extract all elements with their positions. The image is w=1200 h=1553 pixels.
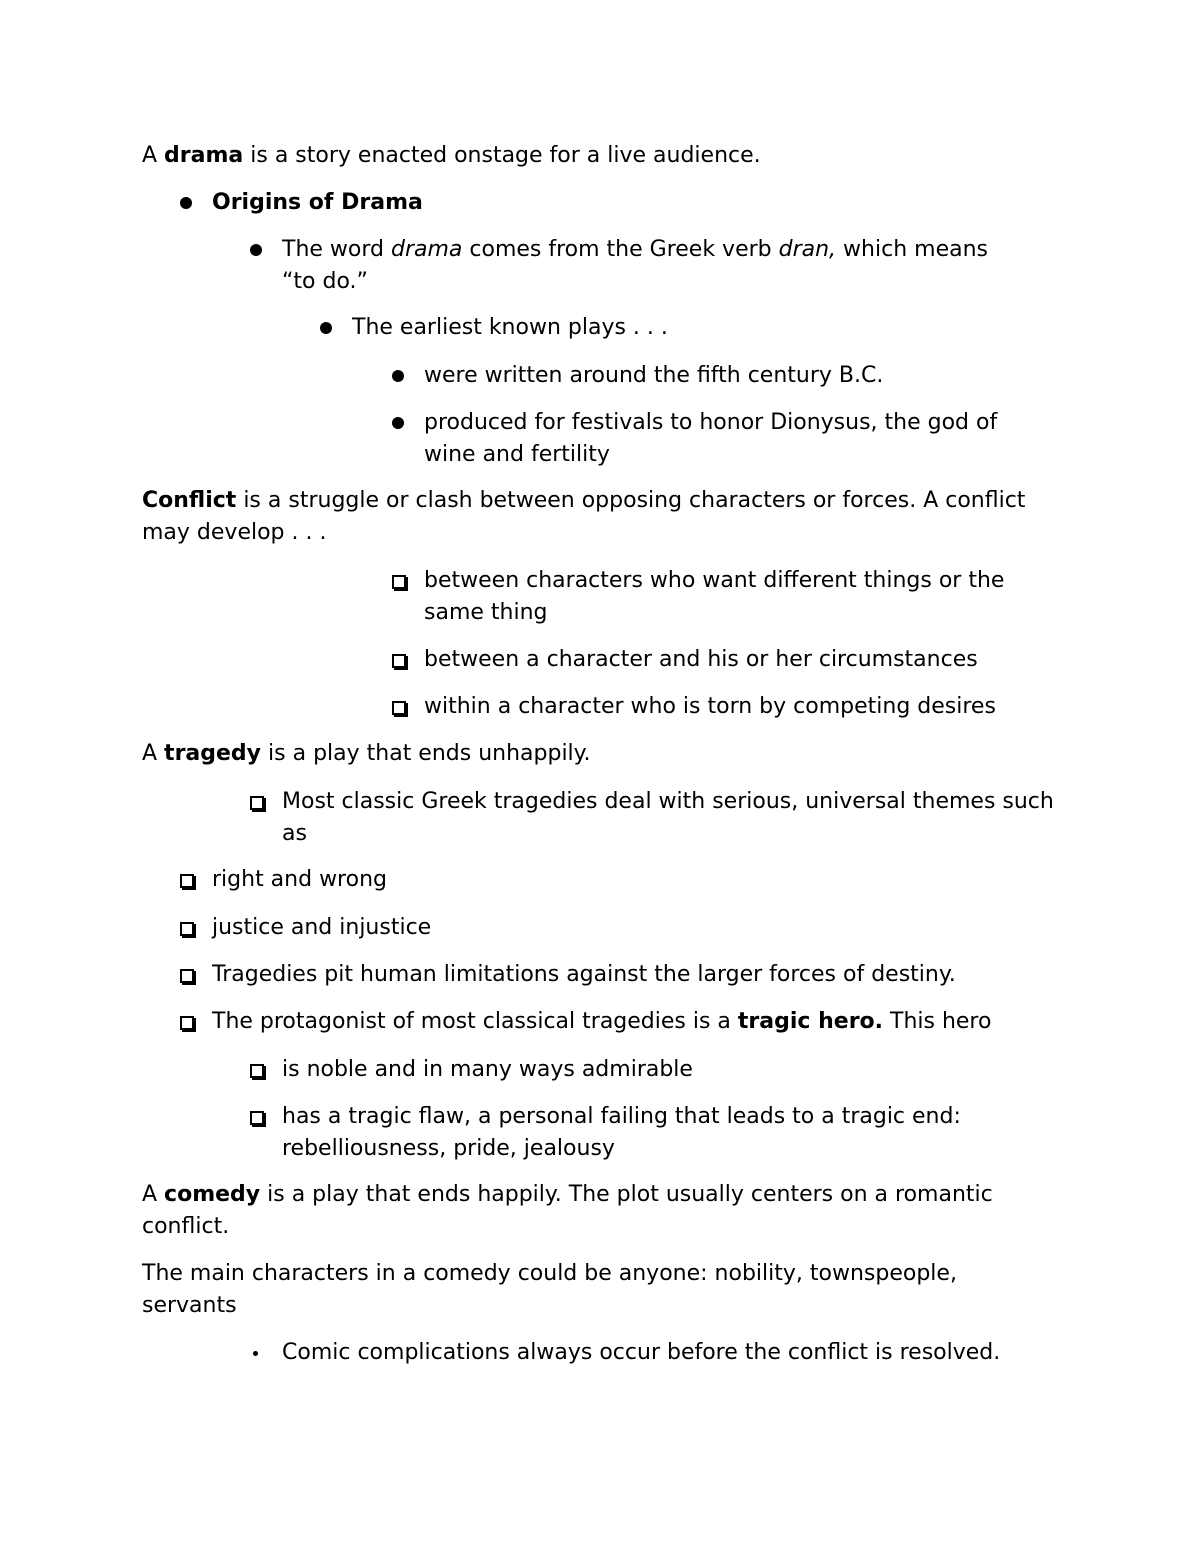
term-conflict: Conflict (142, 488, 237, 513)
checkbox-bullet-icon (388, 565, 408, 597)
checkbox-bullet-icon (246, 1101, 266, 1133)
conflict-definition: Conflict is a struggle or clash between opposing characters or forces. A conflict may develop . . . (142, 488, 1026, 545)
bullet-dot-icon (388, 360, 408, 392)
bullet-small-icon (246, 1337, 266, 1369)
list-item: between a character and his or her circumstances (424, 644, 1052, 676)
checkbox-bullet-icon (388, 691, 408, 723)
list-item: produced for festivals to honor Dionysus, the god of wine and fertility (424, 407, 1052, 471)
list-item: has a tragic flaw, a personal failing that leads to a tragic end: rebelliousness, pride, jealousy (282, 1101, 1042, 1165)
list-item: between characters who want different things or the same thing (424, 565, 1052, 629)
checkbox-bullet-icon (176, 912, 196, 944)
checkbox-bullet-icon (388, 644, 408, 676)
list-item: were written around the fifth century B.C. (424, 360, 1052, 392)
term-comedy: comedy (164, 1182, 261, 1207)
checkbox-bullet-icon (176, 1006, 196, 1038)
drama-definition: A drama is a story enacted onstage for a live audience. (142, 143, 761, 168)
comedy-definition: A comedy is a play that ends happily. The plot usually centers on a romantic conflict. (142, 1182, 993, 1239)
list-item: right and wrong (212, 864, 1092, 896)
bullet-dot-icon (246, 234, 266, 266)
checkbox-bullet-icon (246, 786, 266, 818)
list-item: Comic complications always occur before the conflict is resolved. (282, 1337, 1082, 1369)
checkbox-bullet-icon (176, 864, 196, 896)
term-tragic-hero: tragic hero. (737, 1009, 884, 1034)
origins-heading-item (212, 187, 1052, 219)
list-item: justice and injustice (212, 912, 1092, 944)
list-item: Tragedies pit human limitations against the larger forces of destiny. (212, 959, 1092, 991)
bullet-dot-icon (176, 187, 196, 219)
tragic-hero-item: The protagonist of most classical tragedies is a tragic hero. This hero (212, 1006, 1112, 1038)
term-drama: drama (164, 143, 244, 168)
list-item: is noble and in many ways admirable (282, 1054, 1062, 1086)
tragedy-definition: A tragedy is a play that ends unhappily. (142, 741, 591, 766)
bullet-dot-icon (316, 312, 336, 344)
list-item: Most classic Greek tragedies deal with serious, universal themes such as (282, 786, 1057, 850)
origins-heading: Origins of Drama (212, 190, 423, 215)
term-tragedy: tragedy (164, 741, 262, 766)
bullet-dot-icon (388, 407, 408, 439)
comedy-characters: The main characters in a comedy could be anyone: nobility, townspeople, servants (142, 1261, 957, 1318)
checkbox-bullet-icon (176, 959, 196, 991)
word-origin-item: The word drama comes from the Greek verb dran, which means “to do.” (282, 234, 1052, 298)
checkbox-bullet-icon (246, 1054, 266, 1086)
list-item: within a character who is torn by competing desires (424, 691, 1064, 723)
earliest-plays-item: The earliest known plays . . . (352, 312, 1052, 344)
